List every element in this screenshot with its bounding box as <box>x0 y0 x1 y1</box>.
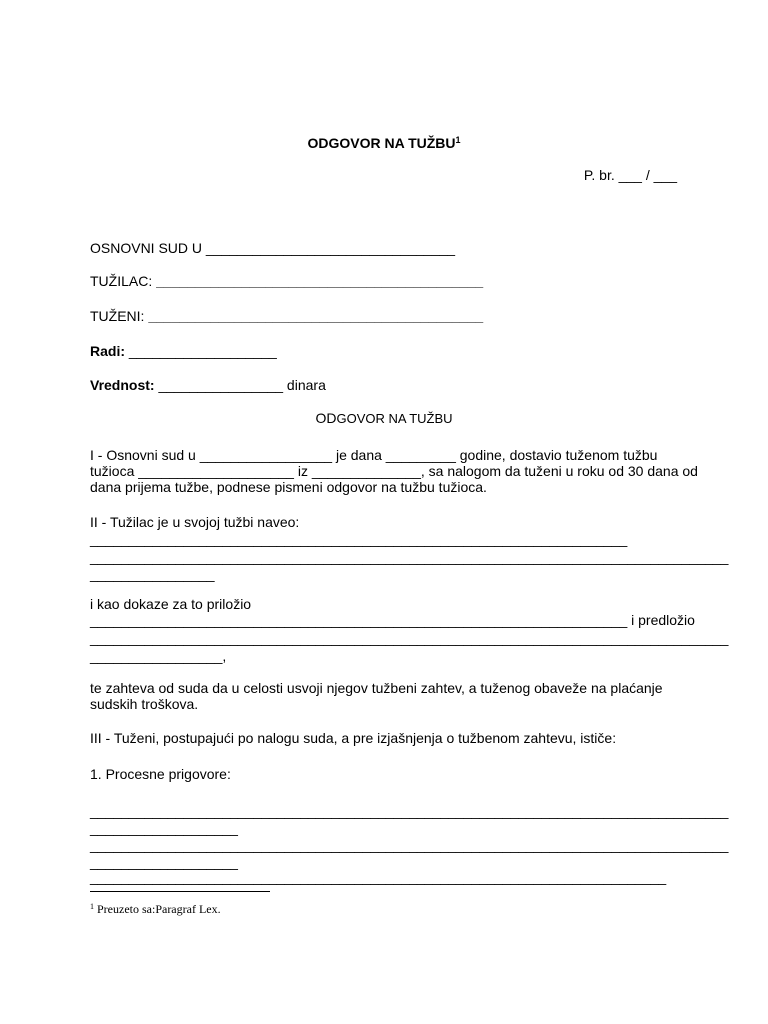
evidence-line-3: _________________, <box>90 648 227 664</box>
defendant-label: TUŽENI: <box>90 308 145 324</box>
document-title <box>0 132 768 151</box>
value-line: ________________ dinara <box>158 377 326 393</box>
evidence-line-1: _____________________________________________________________________ i predložio <box>90 612 695 628</box>
objections-line-1: __________________________________________________________________________________ <box>90 803 729 819</box>
case-number: P. br. ___ / ___ <box>583 167 677 183</box>
plaintiff-line: __________________________________________ <box>156 273 484 289</box>
section-2-heading: II - Tužilac je u svojoj tužbi naveo: <box>90 514 300 530</box>
footnote-separator <box>90 891 270 892</box>
defendant-row <box>90 308 483 324</box>
section-1-line-2: tužioca ____________________ iz ______________, sa nalogom da tuženi u roku od 30 dana od <box>90 463 698 479</box>
subtitle-prefix: OD <box>315 410 337 426</box>
section-1-line-3: dana prijema tužbe, podnese pismeni odgovor na tužbu tužioca. <box>90 479 487 495</box>
section-2-line-1: _____________________________________________________________________ <box>90 531 628 547</box>
title-footnote-ref: 1 <box>455 135 461 145</box>
objections-heading: 1. Procesne prigovore: <box>90 766 231 782</box>
section-2-line-2: __________________________________________________________________________________ <box>90 549 729 565</box>
plaintiff-label: TUŽILAC: <box>90 273 153 289</box>
footnote <box>90 902 221 917</box>
request-line-1: te zahteva od suda da u celosti usvoji njegov tužbeni zahtev, a tuženog obaveže na plaćanje <box>90 680 663 696</box>
plaintiff-row <box>90 273 483 289</box>
objections-line-4: ___________________ <box>90 854 238 870</box>
court-line: OSNOVNI SUD U ________________________________ <box>90 240 456 256</box>
request-line-2: sudskih troškova. <box>90 696 199 712</box>
subject-line: ___________________ <box>128 343 277 359</box>
footnote-marker: 1 <box>90 902 94 911</box>
section-2-line-3: ________________ <box>90 566 215 582</box>
defendant-line: ___________________________________________ <box>148 308 484 324</box>
subtitle-rest: GOVOR NA TUŽBU <box>336 411 453 426</box>
footnote-text: Preuzeto sa:Paragraf Lex. <box>94 902 221 916</box>
section-3-heading: III - Tuženi, postupajući po nalogu suda, a pre izjašnjenja o tužbenom zahtevu, ističe: <box>90 730 617 746</box>
objections-line-5: __________________________________________________________________________ <box>90 869 667 885</box>
subject-row <box>90 343 277 359</box>
section-subtitle <box>0 410 768 427</box>
title-text: ODGOVOR NA TUŽBU <box>307 135 456 151</box>
section-1-line-1: I - Osnovni sud u _________________ je dana _________ godine, dostavio tuženom tužbu <box>90 447 658 463</box>
objections-line-2: ___________________ <box>90 820 238 836</box>
subject-label: Radi: <box>90 343 125 359</box>
value-label: Vrednost: <box>90 377 155 393</box>
evidence-heading: i kao dokaze za to priložio <box>90 596 252 612</box>
evidence-line-2: __________________________________________________________________________________ <box>90 630 729 646</box>
value-row <box>90 377 326 393</box>
objections-line-3: __________________________________________________________________________________ <box>90 837 729 853</box>
